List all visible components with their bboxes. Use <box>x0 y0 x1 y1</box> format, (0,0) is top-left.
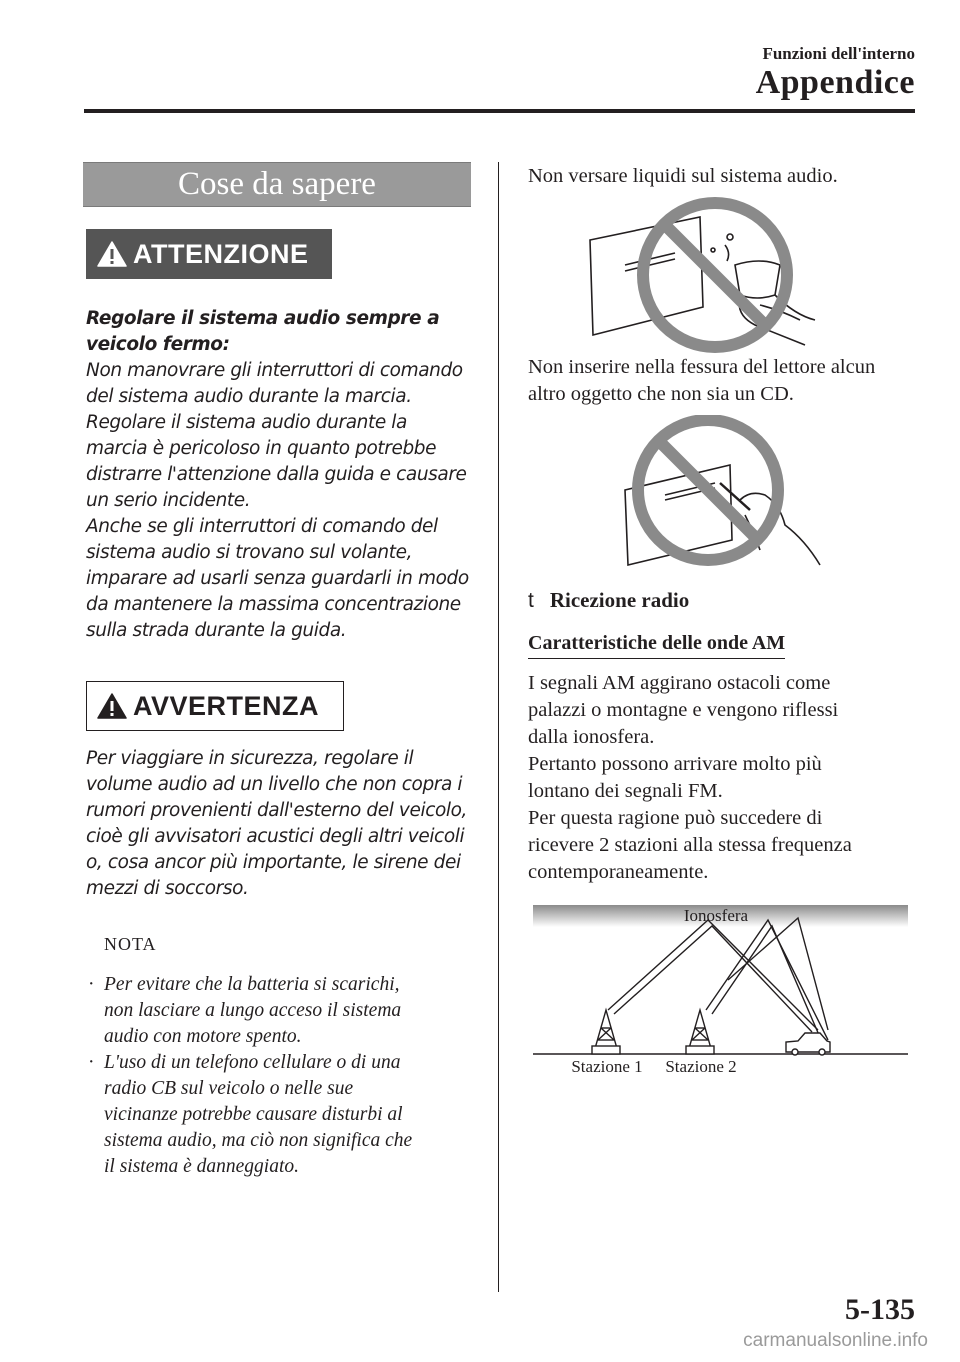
watermark: carmanualsonline.info <box>743 1330 928 1351</box>
attenzione-line: un serio incidente. <box>86 490 251 511</box>
radio-waves <box>608 918 828 1042</box>
avvertenza-line: mezzi di soccorso. <box>86 878 249 899</box>
avvertenza-line: Per viaggiare in sicurezza, regolare il <box>86 748 414 769</box>
warning-icon <box>97 692 127 720</box>
header-title: Appendice <box>755 64 915 101</box>
no-liquids-text: Non versare liquidi sul sistema audio. <box>528 165 838 187</box>
car-icon <box>786 1033 830 1055</box>
ricezione-radio-label: Ricezione radio <box>549 588 690 612</box>
nota-bullet-line: L'uso di un telefono cellulare o di una <box>104 1052 401 1073</box>
am-line: Per questa ragione può succedere di <box>528 807 823 829</box>
station-1-label: Stazione 1 <box>571 1057 643 1076</box>
avvertenza-line: o, cosa ancor più importante, le sirene dei <box>86 852 461 873</box>
am-propagation-diagram <box>528 900 913 1080</box>
am-line: I segnali AM aggirano ostacoli come <box>528 672 831 694</box>
am-line: contemporaneamente. <box>528 861 709 883</box>
am-heading: Caratteristiche delle onde AM <box>528 632 785 659</box>
nota-label: NOTA <box>104 934 157 954</box>
avvertenza-line: cioè gli avvisatori acustici degli altri veicoli <box>86 826 465 847</box>
nota-bullet-line: non lasciare a lungo acceso il sistema <box>104 1000 402 1021</box>
nota-bullets <box>86 972 476 1180</box>
nota-bullet-line: il sistema è danneggiato. <box>104 1156 299 1177</box>
attenzione-line: del sistema audio durante la marcia. <box>86 386 412 407</box>
am-line: palazzi o montagne e vengono riflessi <box>528 699 839 721</box>
attenzione-line: sistema audio si trovano sul volante, <box>86 542 413 563</box>
tower-icon <box>686 1010 714 1054</box>
no-objects-line: altro oggetto che non sia un CD. <box>528 383 794 405</box>
attenzione-text <box>86 306 481 644</box>
attenzione-line: Anche se gli interruttori di comando del <box>86 516 438 537</box>
page-number: 5-135 <box>845 1293 915 1326</box>
attenzione-line: Non manovrare gli interruttori di comando <box>86 360 463 381</box>
nota-bullet-line: vicinanze potrebbe causare disturbi al <box>104 1104 403 1125</box>
attenzione-line: da mantenere la massima concentrazione <box>86 594 461 615</box>
attenzione-line: imparare ad usarli senza guardarli in modo <box>86 568 469 589</box>
am-text <box>528 670 852 886</box>
avvertenza-label: AVVERTENZA <box>133 690 320 721</box>
nota-bullet-line: audio con motore spento. <box>104 1026 302 1047</box>
header-section: Funzioni dell'interno <box>762 44 915 63</box>
no-liquids-illustration <box>585 195 845 355</box>
no-objects-text <box>528 354 875 408</box>
ionosphere-label: Ionosfera <box>683 906 749 925</box>
avvertenza-line: volume audio ad un livello che non copra i <box>86 774 463 795</box>
section-bullet-icon: t <box>528 589 534 612</box>
no-objects-illustration <box>610 415 830 570</box>
attenzione-heading: Regolare il sistema audio sempre a veicolo fermo: <box>86 308 440 355</box>
nota-bullet-line: radio CB sul veicolo o nelle sue <box>104 1078 354 1099</box>
no-objects-line: Non inserire nella fessura del lettore alcun <box>528 356 876 378</box>
station-2-label: Stazione 2 <box>665 1057 737 1076</box>
am-line: dalla ionosfera. <box>528 726 655 748</box>
am-line: Pertanto possono arrivare molto più <box>528 753 822 775</box>
attenzione-label: ATTENZIONE <box>133 238 309 269</box>
warning-icon <box>97 240 127 268</box>
avvertenza-box <box>86 681 344 731</box>
bullet-dot-icon: · <box>88 1052 95 1073</box>
attenzione-line: marcia è pericoloso in quanto potrebbe <box>86 438 437 459</box>
am-line: ricevere 2 stazioni alla stessa frequenza <box>528 834 852 856</box>
attenzione-line: distrarre l'attenzione dalla guida e causare <box>86 464 467 485</box>
nota-bullet <box>86 1050 476 1180</box>
nota-bullet-line: Per evitare che la batteria si scarichi, <box>104 974 400 995</box>
column-divider <box>498 162 499 1292</box>
attenzione-line: Regolare il sistema audio durante la <box>86 412 407 433</box>
bullet-dot-icon: · <box>88 974 95 995</box>
attenzione-line: sulla strada durante la guida. <box>86 620 347 641</box>
tower-icon <box>592 1010 620 1054</box>
header-rule <box>84 109 915 113</box>
nota-bullet-line: sistema audio, ma ciò non significa che <box>104 1130 413 1151</box>
attenzione-box <box>86 229 332 279</box>
am-line: lontano dei segnali FM. <box>528 780 723 802</box>
avvertenza-line: rumori provenienti dall'esterno del veicolo, <box>86 800 468 821</box>
section-title: Cose da sapere <box>83 162 471 207</box>
nota-bullet <box>86 972 476 1050</box>
avvertenza-text <box>86 746 481 902</box>
ricezione-radio-heading <box>528 588 689 613</box>
